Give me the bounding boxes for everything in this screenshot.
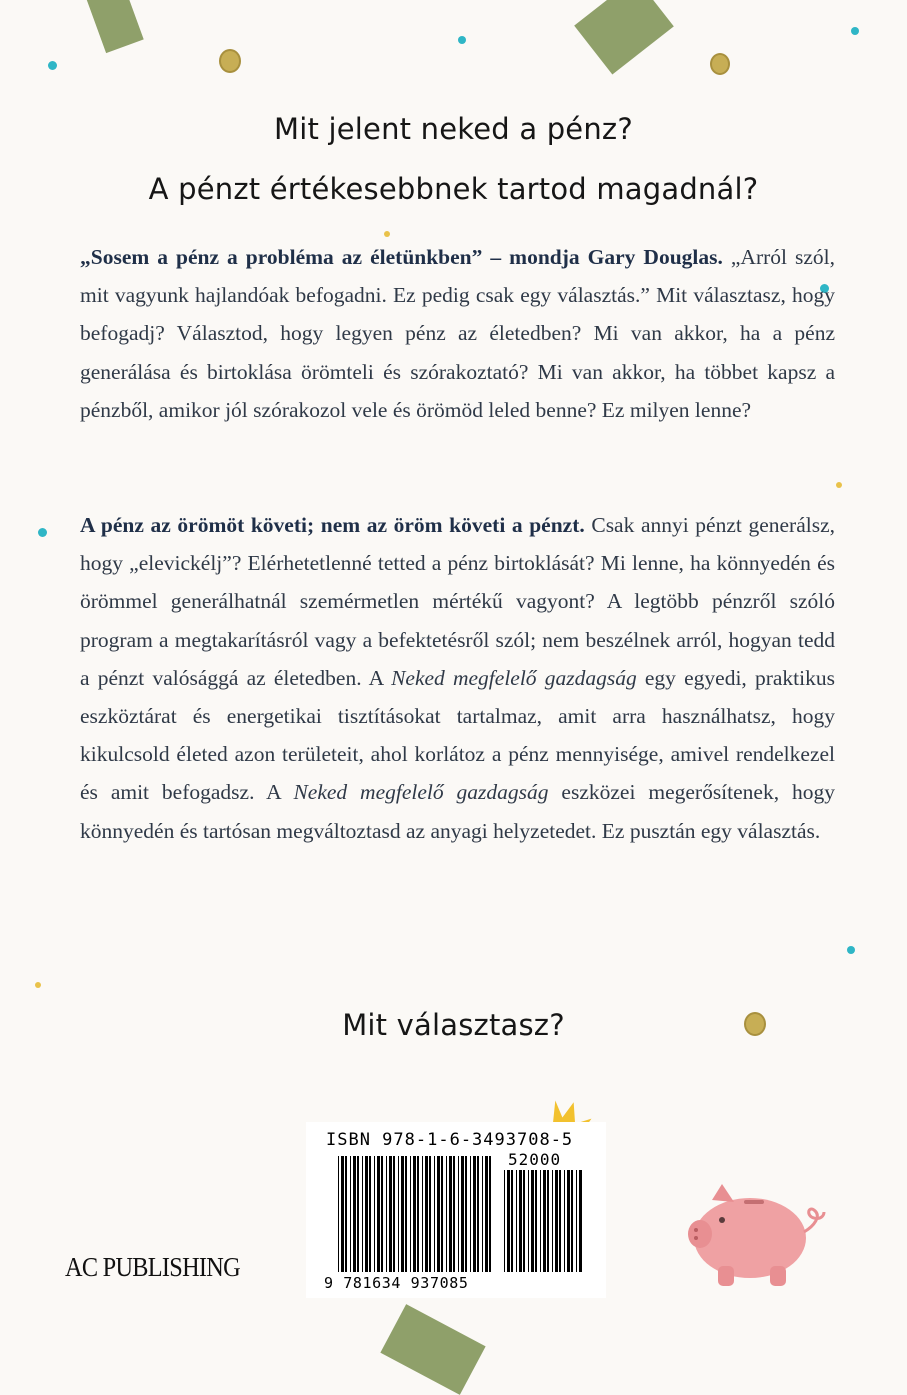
barcode-bar: [357, 1156, 359, 1272]
barcode-bar: [531, 1170, 534, 1272]
barcode-bar: [559, 1170, 561, 1272]
barcode-bar: [425, 1156, 428, 1272]
barcode-bar: [365, 1156, 368, 1272]
main-paragraph: [80, 506, 835, 850]
barcode-bar: [386, 1156, 387, 1272]
barcode-bar: [523, 1170, 525, 1272]
barcode-bars: [338, 1156, 496, 1272]
heading-closing-question: Mit választasz?: [342, 1008, 565, 1042]
barcode-bar: [470, 1156, 471, 1272]
piggy-bank-icon: [682, 1180, 832, 1290]
paragraph-text: Csak annyi pénzt generálsz, hogy „elevickélj”? Elérhetetlenné tetted a pénz birtoklását? Mi lenne, ha könnyedén és örömmel generálhatnál szemérmetlen mértékű vagyont? A legtöbb pénzről szóló program a megtakarításról vagy a befektetésről szól; nem beszélnek arról, hogyan tedd a pénzt valósággá az életedben. A: [80, 513, 835, 690]
barcode-bar: [405, 1156, 407, 1272]
barcode-bar: [507, 1170, 510, 1272]
statement-lead: A pénz az örömöt követi; nem az öröm követi a pénzt.: [80, 513, 585, 537]
barcode-bar: [458, 1156, 459, 1272]
barcode-bar: [417, 1156, 419, 1272]
barcode-bar: [393, 1156, 395, 1272]
isbn-label: ISBN 978-1-6-3493708-5: [326, 1130, 574, 1150]
money-bill-decoration: [574, 0, 674, 74]
barcode-bar: [571, 1170, 573, 1272]
barcode-bar: [453, 1156, 455, 1272]
barcode-bar: [413, 1156, 416, 1272]
money-bill-decoration: [380, 1304, 485, 1395]
barcode-bar: [353, 1156, 356, 1272]
barcode-bar: [461, 1156, 464, 1272]
barcode-bar: [567, 1170, 570, 1272]
barcode-bar: [446, 1156, 447, 1272]
barcode-bar: [555, 1170, 558, 1272]
barcode-bar: [341, 1156, 344, 1272]
barcode-bar: [552, 1170, 553, 1272]
barcode-bar: [422, 1156, 423, 1272]
coin-icon: [710, 53, 730, 75]
barcode-bar: [374, 1156, 375, 1272]
barcode-bar: [519, 1170, 522, 1272]
barcode-bar: [516, 1170, 517, 1272]
confetti-dot: [48, 61, 57, 70]
barcode-bar: [437, 1156, 440, 1272]
publisher-logo: AC PUBLISHING: [65, 1252, 240, 1282]
barcode-bar: [511, 1170, 513, 1272]
barcode-bar: [377, 1156, 380, 1272]
barcode-bar: [579, 1170, 582, 1272]
barcode-bar: [350, 1156, 351, 1272]
barcode-bar: [389, 1156, 392, 1272]
heading-money-meaning: Mit jelent neked a pénz?: [274, 112, 633, 146]
confetti-dot: [836, 482, 842, 488]
barcode-bar: [369, 1156, 371, 1272]
barcode-bar: [345, 1156, 347, 1272]
barcode-bar: [465, 1156, 467, 1272]
price-code: 52000: [508, 1150, 562, 1169]
barcode-digits: 9 781634 937085: [324, 1274, 469, 1292]
barcode-bar: [477, 1156, 479, 1272]
barcode-bar: [398, 1156, 399, 1272]
confetti-dot: [384, 231, 390, 237]
barcode-bar: [528, 1170, 529, 1272]
book-title-italic: Neked megfelelő gazdagság: [391, 665, 637, 690]
confetti-dot: [458, 36, 466, 44]
barcode-bar: [441, 1156, 443, 1272]
money-bill-decoration: [86, 0, 143, 53]
barcode-bar: [434, 1156, 435, 1272]
barcode-bar: [362, 1156, 363, 1272]
intro-paragraph: [80, 238, 835, 429]
confetti-dot: [38, 528, 47, 537]
barcode-bar: [401, 1156, 404, 1272]
barcode-bar: [482, 1156, 483, 1272]
book-title-italic: Neked megfelelő gazdagság: [293, 780, 549, 805]
barcode-bar: [381, 1156, 383, 1272]
barcode-bar: [338, 1156, 339, 1272]
confetti-dot: [847, 946, 855, 954]
barcode-bar: [535, 1170, 537, 1272]
barcode-bar: [449, 1156, 452, 1272]
barcode-bar: [410, 1156, 411, 1272]
barcode-bar: [473, 1156, 476, 1272]
barcode-bar: [504, 1170, 505, 1272]
quote-lead: „Sosem a pénz a probléma az életünkben” – mondja Gary Douglas.: [80, 245, 723, 269]
barcode-bar: [564, 1170, 565, 1272]
barcode-bar: [540, 1170, 541, 1272]
barcode-bar: [485, 1156, 488, 1272]
paragraph-text: „Arról szól, mit vagyunk hajlandóak befogadni. Ez pedig csak egy választás.” Mit választasz, hogy befogadj? Választod, hogy legyen pénz az életedben? Mi van akkor, ha a pénz generálása és birtoklása örömteli és szórakoztató? Mi van akkor, ha többet kapsz a pénzből, amikor jól szórakozol vele és örömöd leled benne? Ez milyen lenne?: [80, 245, 836, 422]
barcode-bar: [489, 1156, 491, 1272]
confetti-dot: [35, 982, 41, 988]
barcode-bar: [547, 1170, 549, 1272]
barcode-bar: [429, 1156, 431, 1272]
paragraph-text: egy egyedi, praktikus eszköztárat és energetikai tisztításokat tartalmaz, amit arra használhatsz, hogy kikulcsold életed azon területeit, ahol korlátoz a pénz mennyisége, amivel rendelkezel és amit befogadsz. A: [80, 665, 835, 805]
addon-barcode-bars: [504, 1170, 582, 1272]
barcode-bar: [543, 1170, 546, 1272]
isbn-barcode: [306, 1122, 606, 1298]
heading-money-value: A pénzt értékesebbnek tartod magadnál?: [148, 172, 759, 206]
confetti-dot: [851, 27, 859, 35]
paragraph-text: eszközei megerősítenek, hogy könnyedén és tartósan megváltoztasd az anyagi helyzetedet. Ez pusztán egy választás.: [80, 780, 835, 843]
coin-icon: [219, 49, 241, 73]
barcode-bar: [576, 1170, 577, 1272]
